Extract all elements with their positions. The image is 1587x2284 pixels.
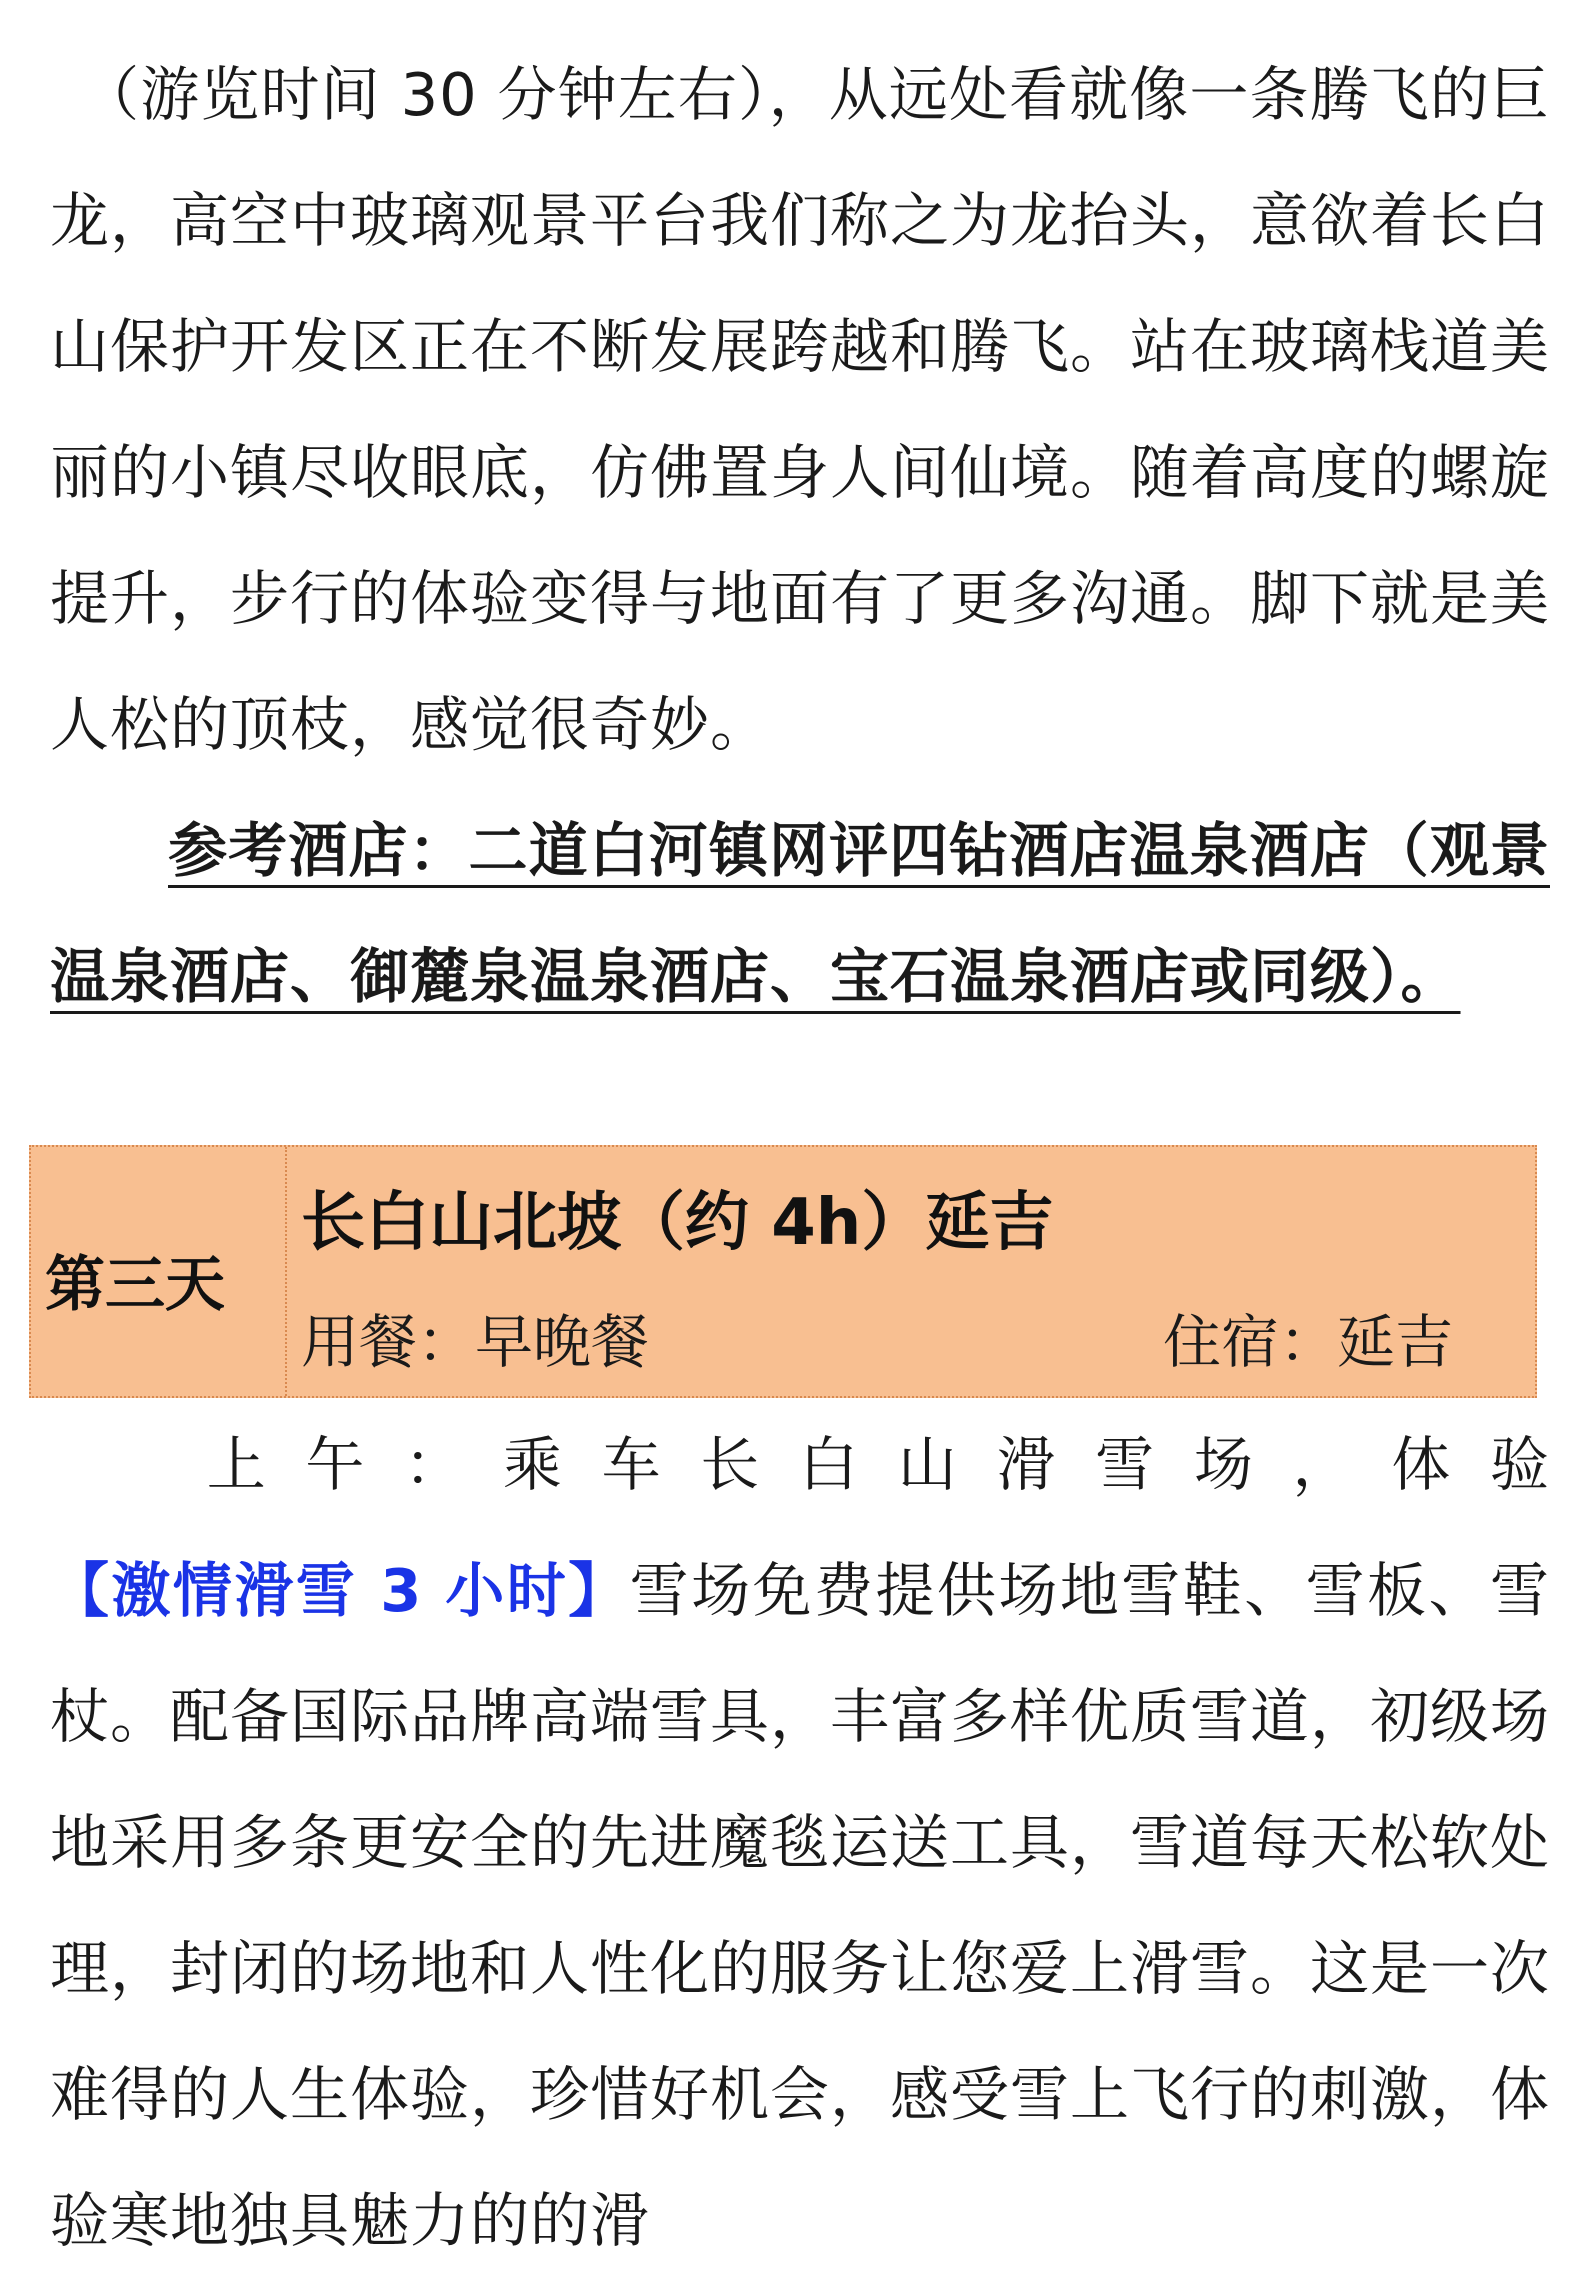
day-header-box xyxy=(29,1145,1537,1398)
ski-highlight: 【激情滑雪 3 小时】 xyxy=(50,1556,630,1625)
paragraph-rest: 雪场免费提供场地雪鞋、雪板、雪杖。配备国际品牌高端雪具，丰富多样优质雪道，初级场地采用多条更安全的先进魔毯运送工具，雪道每天松软处理，封闭的场地和人性化的服务让您爱上滑雪。这是一次难得的人生体验，珍惜好机会，感受雪上飞行的刺激，体验寒地独具魅力的的滑 xyxy=(50,1556,1551,2255)
reference-hotel-note xyxy=(50,788,1550,1040)
day-header-divider xyxy=(285,1147,287,1396)
hotel-note-text: 参考酒店：二道白河镇网评四钻酒店温泉酒店（观景温泉酒店、御麓泉温泉酒店、宝石温泉酒店或同级）。 xyxy=(50,816,1550,1011)
meal-info: 用餐：早晚餐 xyxy=(301,1308,650,1376)
paragraph-lead: 上午：乘车长白山滑雪场，体验 xyxy=(168,1430,1550,1499)
day-label: 第三天 xyxy=(45,1250,225,1320)
paragraph-text: （游览时间 30 分钟左右），从远处看就像一条腾飞的巨龙，高空中玻璃观景平台我们称之为龙抬头，意欲着长白山保护开发区正在不断发展跨越和腾飞。站在玻璃栈道美丽的小镇尽收眼底，仿佛置身人间仙境。随着高度的螺旋提升，步行的体验变得与地面有了更多沟通。脚下就是美人松的顶枝，感觉很奇妙。 xyxy=(50,60,1551,759)
day-route-title: 长白山北坡（约 4h）延吉 xyxy=(301,1186,1054,1260)
body-paragraph-glass-walkway xyxy=(50,32,1550,788)
accommodation-info: 住宿：延吉 xyxy=(1163,1308,1454,1376)
body-paragraph-skiing xyxy=(50,1402,1550,2284)
